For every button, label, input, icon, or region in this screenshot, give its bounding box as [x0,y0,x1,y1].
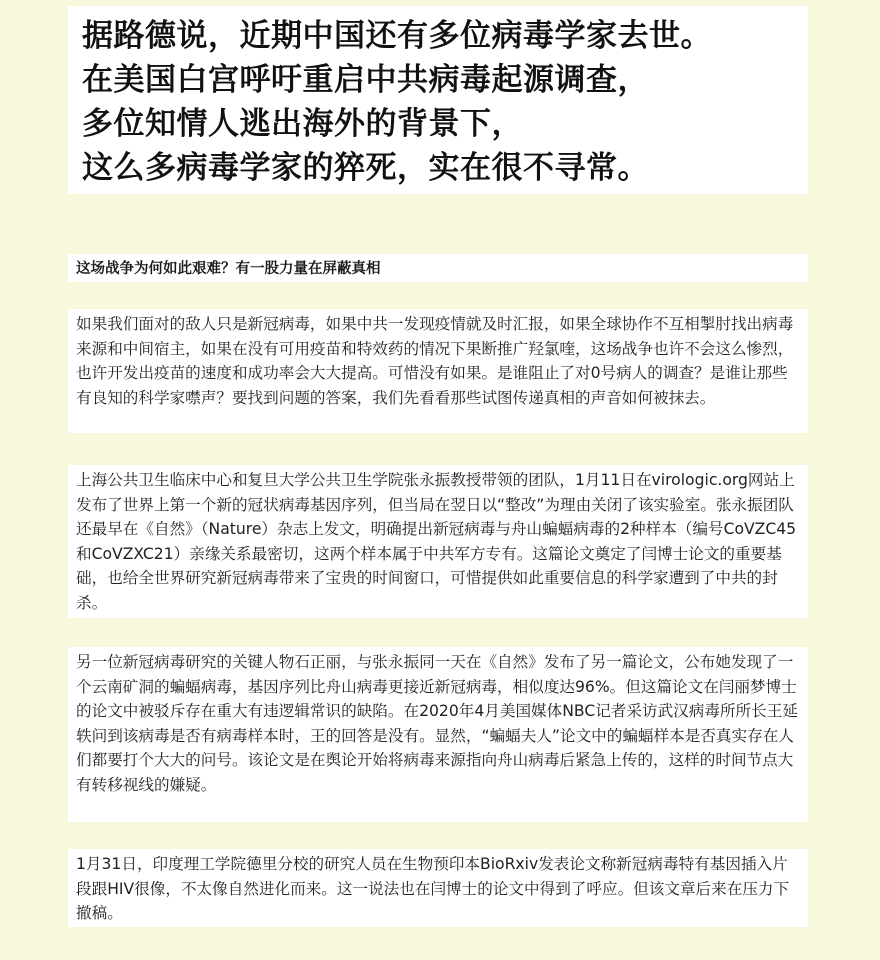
headline-line: 据路德说，近期中国还有多位病毒学家去世。 [82,18,712,54]
paragraph-text: 1月31日，印度理工学院德里分校的研究人员在生物预印本BioRxiv发表论文称新冠病毒特有基因插入片段跟HIV很像，不太像自然进化而来。这一说法也在闫博士的论文中得到了呼应。但该文章后来在压力下撤稿。 [76,855,790,922]
paragraph-text: 另一位新冠病毒研究的关键人物石正丽，与张永振同一天在《自然》发布了另一篇论文，公布她发现了一个云南矿洞的蝙蝠病毒，基因序列比舟山病毒更接近新冠病毒，相似度达96%。但这篇论文在闫丽梦博士的论文中被驳斥存在重大有违逻辑常识的缺陷。在2020年4月美国媒体NBC记者采访武汉病毒所所长王延轶问到该病毒是否有病毒样本时，王的回答是没有。显然，“蝙蝠夫人”论文中的蝙蝠样本是否真实存在人们都要打个大大的问号。该论文是在舆论开始将病毒来源指向舟山病毒后紧急上传的，这样的时间节点大有转移视线的嫌疑。 [76,653,798,794]
headline-box [68,6,808,194]
article-paragraph [68,647,808,822]
article-subheading: 这场战争为何如此艰难？有一股力量在屏蔽真相 [68,254,808,282]
paragraph-text: 上海公共卫生临床中心和复旦大学公共卫生学院张永振教授带领的团队，1月11日在virologic.org网站上发布了世界上第一个新的冠状病毒基因序列，但当局在翌日以“整改”为理由关闭了该实验室。张永振团队还最早在《自然》（Nature）杂志上发文，明确提出新冠病毒与舟山蝙蝠病毒的2种样本（编号CoVZC45和CoVZXC21）亲缘关系最密切，这两个样本属于中共军方专有。这篇论文奠定了闫博士论文的重要基础，也给全世界研究新冠病毒带来了宝贵的时间窗口，可惜提供如此重要信息的科学家遭到了中共的封杀。 [76,471,797,612]
headline-line: 多位知情人逃出海外的背景下， [82,106,523,142]
headline-line: 在美国白宫呼吁重启中共病毒起源调查， [82,62,649,98]
headline-line: 这么多病毒学家的猝死，实在很不寻常。 [82,150,649,186]
article-paragraph [68,849,808,927]
article-paragraph [68,465,808,618]
paragraph-text: 如果我们面对的敌人只是新冠病毒，如果中共一发现疫情就及时汇报，如果全球协作不互相掣肘找出病毒来源和中间宿主，如果在没有可用疫苗和特效药的情况下果断推广羟氯喹，这场战争也许不会这么惨烈，也许开发出疫苗的速度和成功率会大大提高。可惜没有如果。是谁阻止了对0号病人的调查？是谁让那些有良知的科学家噤声？要找到问题的答案，我们先看看那些试图传递真相的声音如何被抹去。 [76,315,794,407]
article-paragraph [68,309,808,433]
